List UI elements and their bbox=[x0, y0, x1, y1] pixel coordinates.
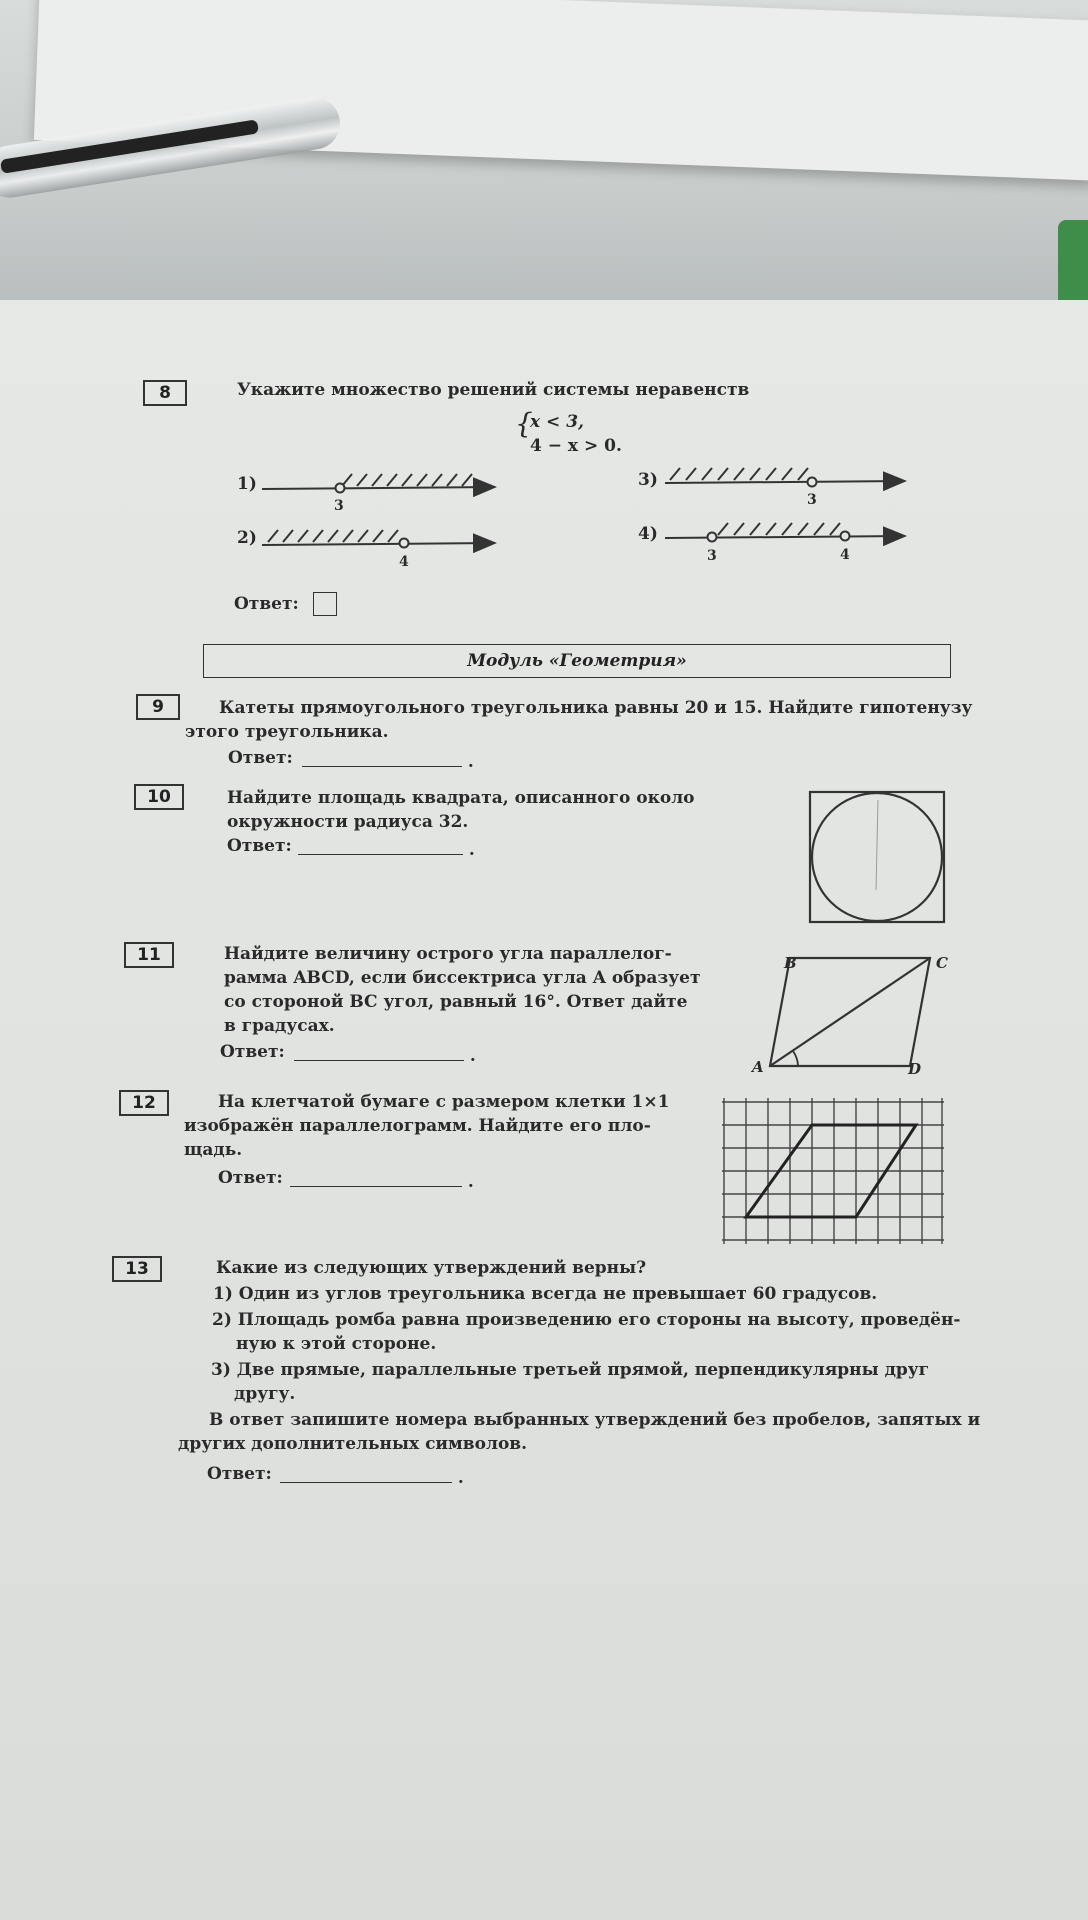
task10-answer-field[interactable]: . bbox=[298, 836, 475, 860]
task13-note-2: других дополнительных символов. bbox=[178, 1434, 528, 1454]
option-1-label: 1) bbox=[237, 474, 257, 494]
task9-answer-field[interactable]: . bbox=[302, 748, 474, 772]
task13-answer-label: Ответ: bbox=[207, 1464, 272, 1484]
option-3-label: 3) bbox=[638, 470, 658, 490]
vertex-a: A bbox=[752, 1058, 764, 1076]
line1-mark-3: 3 bbox=[334, 498, 344, 514]
task13-item-2a: 2) Площадь ромба равна произведению его стороны на высоту, проведён- bbox=[212, 1310, 961, 1330]
task13-item-1: 1) Один из углов треугольника всегда не превышает 60 градусов. bbox=[213, 1284, 878, 1304]
line3-mark-3: 3 bbox=[807, 492, 817, 508]
square-circle-figure bbox=[808, 790, 948, 925]
task11-line-2: рамма ABCD, если биссектриса угла A образует bbox=[224, 968, 701, 988]
module-title: Модуль «Геометрия» bbox=[203, 644, 951, 678]
task13-item-3a: 3) Две прямые, параллельные третьей прямой, перпендикулярны друг bbox=[211, 1360, 930, 1380]
vertex-b: B bbox=[784, 954, 797, 972]
number-line-4 bbox=[665, 523, 905, 542]
task11-number: 11 bbox=[124, 942, 174, 968]
option-2-label: 2) bbox=[237, 528, 257, 548]
line4-mark-3: 3 bbox=[707, 548, 717, 564]
task10-number: 10 bbox=[134, 784, 184, 810]
task8-answer-box[interactable] bbox=[313, 592, 337, 616]
task12-number: 12 bbox=[119, 1090, 169, 1116]
task12-answer-label: Ответ: bbox=[218, 1168, 283, 1188]
task10-answer-label: Ответ: bbox=[227, 836, 292, 856]
task10-line-1: Найдите площадь квадрата, описанного около bbox=[227, 788, 695, 808]
number-line-3 bbox=[665, 468, 905, 487]
task13-item-3b: другу. bbox=[234, 1384, 296, 1404]
option-4-label: 4) bbox=[638, 524, 658, 544]
number-line-2 bbox=[262, 530, 495, 548]
line4-mark-4: 4 bbox=[840, 547, 850, 563]
task13-answer-field[interactable]: . bbox=[280, 1464, 464, 1488]
task11-line-3: со стороной BC угол, равный 16°. Ответ дайте bbox=[224, 992, 688, 1012]
task13-prompt: Какие из следующих утверждений верны? bbox=[216, 1258, 647, 1278]
task8-prompt: Укажите множество решений системы неравенств bbox=[237, 380, 750, 400]
task10-line-2: окружности радиуса 32. bbox=[227, 812, 469, 832]
task13-item-2b: ную к этой стороне. bbox=[236, 1334, 437, 1354]
vertex-d: D bbox=[908, 1060, 922, 1078]
task13-number: 13 bbox=[112, 1256, 162, 1282]
task11-answer-label: Ответ: bbox=[220, 1042, 285, 1062]
task12-line-1: На клетчатой бумаге с размером клетки 1×1 bbox=[218, 1092, 670, 1112]
system-line-1: x < 3, bbox=[530, 412, 584, 432]
task12-line-2: изображён параллелограмм. Найдите его пло- bbox=[184, 1116, 651, 1136]
task11-line-4: в градусах. bbox=[224, 1016, 335, 1036]
task9-line-1: Катеты прямоугольного треугольника равны 20 и 15. Найдите гипотенузу bbox=[219, 698, 973, 718]
line2-mark-4: 4 bbox=[399, 554, 409, 570]
task11-line-1: Найдите величину острого угла параллелог- bbox=[224, 944, 672, 964]
system-line-2: 4 − x > 0. bbox=[530, 436, 622, 456]
task8-answer-label: Ответ: bbox=[234, 594, 299, 614]
number-line-1 bbox=[262, 474, 495, 493]
task12-line-3: щадь. bbox=[184, 1140, 243, 1160]
grid-figure bbox=[722, 1098, 944, 1244]
task12-answer-field[interactable]: . bbox=[290, 1168, 474, 1192]
task13-note-1: В ответ запишите номера выбранных утверждений без пробелов, запятых и bbox=[209, 1410, 981, 1430]
task11-answer-field[interactable]: . bbox=[294, 1042, 476, 1066]
vertex-c: C bbox=[936, 954, 948, 972]
task9-number: 9 bbox=[136, 694, 180, 720]
task9-answer-label: Ответ: bbox=[228, 748, 293, 768]
system-brace: { bbox=[515, 407, 533, 440]
task8-number: 8 bbox=[143, 380, 187, 406]
task9-line-2: этого треугольника. bbox=[185, 722, 389, 742]
